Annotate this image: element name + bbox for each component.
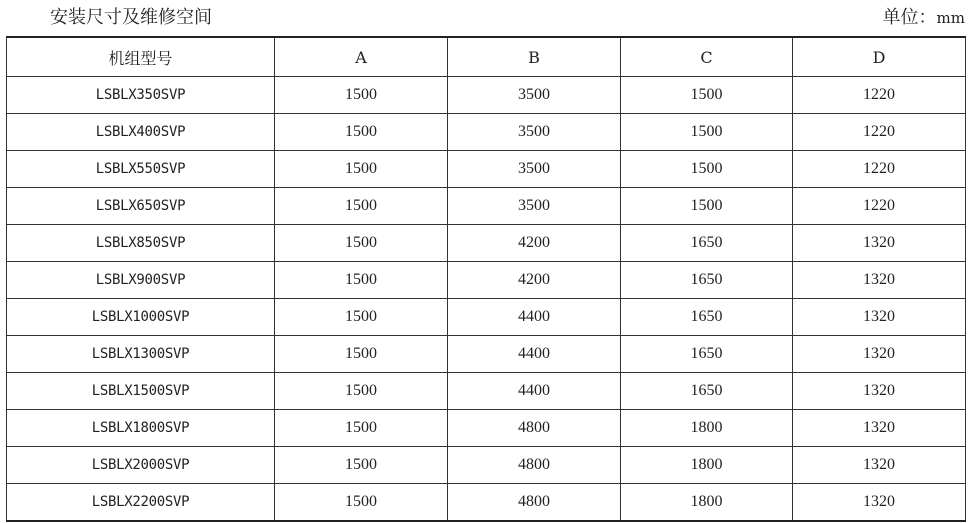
dimension-table (6, 36, 966, 522)
cell-d: 1220 (793, 114, 966, 151)
cell-d: 1220 (793, 188, 966, 225)
cell-d: 1320 (793, 262, 966, 299)
header-d: D (793, 37, 966, 77)
cell-model: LSBLX400SVP (7, 114, 275, 151)
table-header-row (7, 37, 966, 77)
unit-note (883, 6, 965, 30)
table-row (7, 299, 966, 336)
cell-b: 3500 (448, 151, 621, 188)
cell-model: LSBLX1000SVP (7, 299, 275, 336)
cell-b: 3500 (448, 188, 621, 225)
cell-a: 1500 (275, 114, 448, 151)
cell-b: 4200 (448, 225, 621, 262)
cell-b: 4400 (448, 299, 621, 336)
cell-b: 3500 (448, 77, 621, 114)
cell-a: 1500 (275, 77, 448, 114)
cell-d: 1320 (793, 373, 966, 410)
cell-model: LSBLX2000SVP (7, 447, 275, 484)
table-row (7, 77, 966, 114)
cell-model: LSBLX2200SVP (7, 484, 275, 522)
cell-a: 1500 (275, 225, 448, 262)
unit-value: mm (936, 9, 965, 27)
cell-a: 1500 (275, 373, 448, 410)
cell-c: 1500 (621, 188, 793, 225)
cell-d: 1320 (793, 225, 966, 262)
cell-c: 1800 (621, 410, 793, 447)
cell-c: 1800 (621, 484, 793, 522)
cell-d: 1220 (793, 151, 966, 188)
table-row (7, 114, 966, 151)
table-row (7, 373, 966, 410)
cell-model: LSBLX1300SVP (7, 336, 275, 373)
unit-label: 单位： (882, 7, 937, 28)
header-model: 机组型号 (7, 37, 275, 77)
header-c: C (621, 37, 793, 77)
cell-d: 1320 (793, 410, 966, 447)
cell-d: 1320 (793, 447, 966, 484)
cell-d: 1220 (793, 77, 966, 114)
table-row (7, 447, 966, 484)
table-row (7, 225, 966, 262)
cell-model: LSBLX1800SVP (7, 410, 275, 447)
page-title: 安装尺寸及维修空间 (50, 7, 212, 28)
table-row (7, 410, 966, 447)
cell-b: 4800 (448, 447, 621, 484)
cell-model: LSBLX850SVP (7, 225, 275, 262)
cell-b: 4400 (448, 336, 621, 373)
cell-b: 4200 (448, 262, 621, 299)
table-row (7, 262, 966, 299)
cell-d: 1320 (793, 336, 966, 373)
table-row (7, 188, 966, 225)
cell-model: LSBLX650SVP (7, 188, 275, 225)
cell-a: 1500 (275, 262, 448, 299)
cell-c: 1650 (621, 225, 793, 262)
cell-c: 1500 (621, 77, 793, 114)
cell-model: LSBLX350SVP (7, 77, 275, 114)
cell-c: 1650 (621, 336, 793, 373)
cell-b: 4800 (448, 410, 621, 447)
cell-model: LSBLX550SVP (7, 151, 275, 188)
table-row (7, 151, 966, 188)
cell-c: 1650 (621, 262, 793, 299)
cell-a: 1500 (275, 188, 448, 225)
cell-b: 4400 (448, 373, 621, 410)
cell-c: 1650 (621, 373, 793, 410)
cell-d: 1320 (793, 299, 966, 336)
cell-a: 1500 (275, 151, 448, 188)
cell-c: 1500 (621, 114, 793, 151)
cell-c: 1650 (621, 299, 793, 336)
cell-c: 1800 (621, 447, 793, 484)
cell-b: 3500 (448, 114, 621, 151)
cell-model: LSBLX900SVP (7, 262, 275, 299)
cell-a: 1500 (275, 336, 448, 373)
cell-b: 4800 (448, 484, 621, 522)
cell-a: 1500 (275, 447, 448, 484)
cell-model: LSBLX1500SVP (7, 373, 275, 410)
cell-c: 1500 (621, 151, 793, 188)
header-a: A (275, 37, 448, 77)
cell-a: 1500 (275, 299, 448, 336)
cell-a: 1500 (275, 410, 448, 447)
cell-d: 1320 (793, 484, 966, 522)
cell-a: 1500 (275, 484, 448, 522)
table-row (7, 336, 966, 373)
table-row (7, 484, 966, 522)
header-b: B (448, 37, 621, 77)
